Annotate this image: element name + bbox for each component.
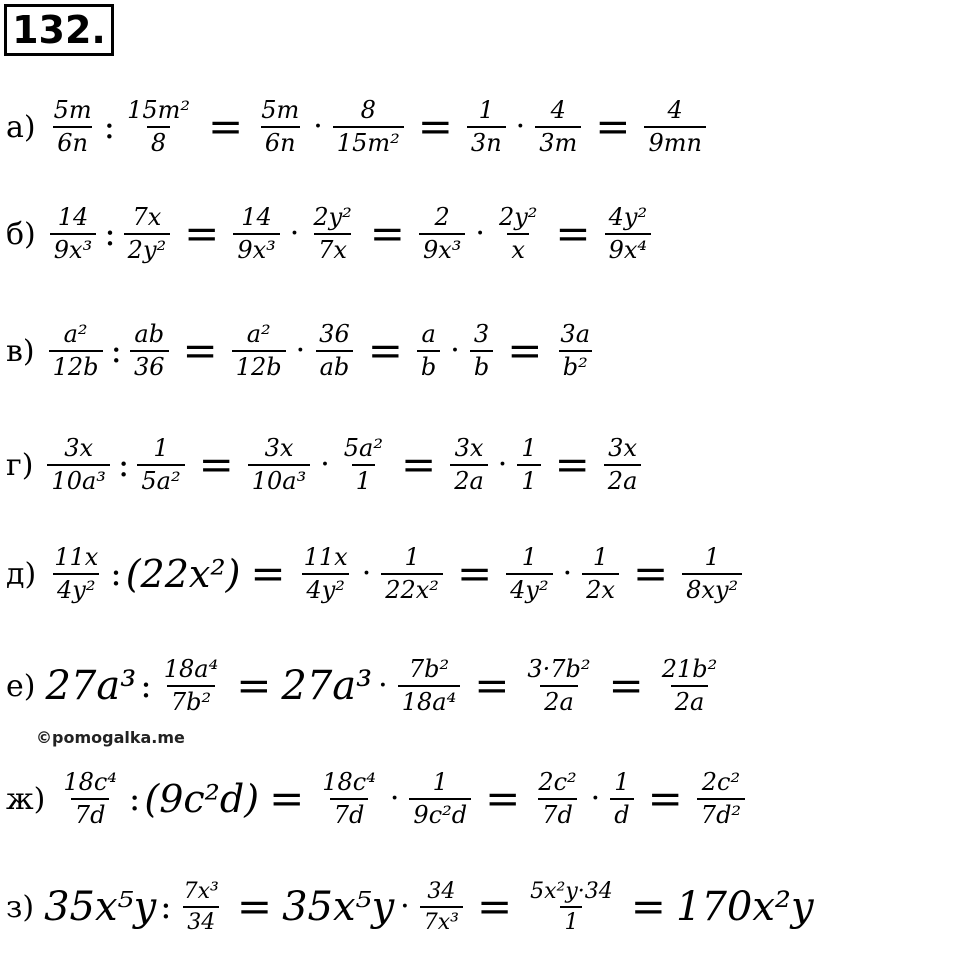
equals-sign: = bbox=[595, 102, 631, 152]
denominator: 7d bbox=[538, 798, 577, 828]
denominator: 1 bbox=[517, 464, 540, 494]
row-label: а) bbox=[6, 109, 36, 145]
multiply-sign: · bbox=[590, 781, 601, 817]
row-label: д) bbox=[6, 556, 37, 592]
equals-sign: = bbox=[554, 440, 590, 490]
expression: 35x⁵y bbox=[282, 884, 395, 931]
solution-row bbox=[6, 657, 727, 715]
numerator: 4 bbox=[550, 96, 566, 124]
numerator: 3x bbox=[454, 434, 484, 462]
numerator: ab bbox=[134, 320, 165, 348]
numerator: 14 bbox=[241, 203, 272, 231]
equals-sign: = bbox=[630, 882, 666, 932]
row-label: г) bbox=[6, 447, 34, 483]
numerator: 2 bbox=[434, 203, 450, 231]
equals-sign: = bbox=[507, 326, 543, 376]
divide-sign: : bbox=[110, 331, 122, 372]
fraction bbox=[604, 436, 642, 494]
multiply-sign: · bbox=[497, 447, 508, 483]
multiply-sign: · bbox=[515, 109, 526, 145]
solution-row bbox=[6, 770, 751, 828]
numerator: 1 bbox=[404, 543, 420, 571]
divide-sign: : bbox=[128, 779, 141, 820]
numerator: 3x bbox=[64, 434, 94, 462]
fraction bbox=[59, 770, 121, 828]
fraction bbox=[318, 770, 380, 828]
numerator: 11x bbox=[54, 543, 99, 571]
numerator: 3 bbox=[473, 320, 490, 348]
denominator: 3m bbox=[535, 126, 581, 156]
row-label: б) bbox=[6, 216, 36, 252]
numerator: 34 bbox=[427, 879, 456, 904]
denominator: 4y² bbox=[53, 573, 99, 603]
denominator: 8xy² bbox=[682, 573, 742, 603]
denominator: 7x bbox=[314, 233, 351, 263]
fraction bbox=[340, 436, 387, 494]
denominator: 9x³ bbox=[50, 233, 96, 263]
divide-sign: : bbox=[160, 887, 172, 928]
divide-sign: : bbox=[117, 445, 130, 486]
expression: 27a³ bbox=[45, 663, 137, 710]
fraction bbox=[381, 545, 443, 603]
fraction bbox=[467, 98, 506, 156]
equals-sign: = bbox=[485, 774, 521, 824]
multiply-sign: · bbox=[389, 781, 400, 817]
fraction bbox=[123, 98, 194, 156]
denominator: 2a bbox=[450, 464, 488, 494]
denominator: 10a³ bbox=[248, 464, 310, 494]
denominator: b bbox=[470, 350, 493, 380]
solution-row bbox=[6, 322, 600, 380]
expression: 27a³ bbox=[281, 663, 373, 710]
numerator: 2y² bbox=[498, 203, 538, 231]
fraction bbox=[658, 657, 722, 715]
divide-sign: : bbox=[140, 666, 152, 707]
fraction bbox=[644, 98, 705, 156]
equals-sign: = bbox=[236, 661, 272, 711]
denominator: 9x³ bbox=[419, 233, 465, 263]
equals-sign: = bbox=[476, 882, 513, 932]
equals-sign: = bbox=[208, 102, 244, 152]
numerator: 18c⁴ bbox=[63, 768, 117, 796]
solution-row bbox=[6, 436, 647, 494]
fraction bbox=[233, 205, 279, 263]
fraction bbox=[523, 657, 594, 715]
numerator: 7b² bbox=[408, 655, 450, 683]
denominator: 36 bbox=[130, 350, 169, 380]
problem-number: 132. bbox=[4, 4, 114, 56]
numerator: 3x bbox=[608, 434, 637, 462]
numerator: 5m bbox=[261, 96, 300, 124]
fraction bbox=[180, 880, 223, 934]
denominator: 2y² bbox=[124, 233, 170, 263]
fraction bbox=[582, 545, 619, 603]
multiply-sign: · bbox=[378, 668, 388, 704]
numerator: a² bbox=[246, 320, 271, 348]
denominator: 8 bbox=[147, 126, 170, 156]
numerator: 11x bbox=[303, 543, 348, 571]
fraction bbox=[534, 770, 580, 828]
fraction bbox=[420, 880, 463, 934]
equals-sign: = bbox=[250, 549, 286, 599]
numerator: 1 bbox=[153, 434, 169, 462]
denominator: 22x² bbox=[381, 573, 443, 603]
fraction bbox=[137, 436, 184, 494]
fraction bbox=[49, 322, 103, 380]
denominator: 7x³ bbox=[420, 906, 463, 934]
expression: (22x²) bbox=[125, 552, 241, 597]
denominator: 7d bbox=[71, 798, 110, 828]
numerator: 1 bbox=[478, 96, 494, 124]
denominator: 2a bbox=[540, 685, 578, 715]
numerator: 3·7b² bbox=[527, 655, 591, 683]
numerator: 18c⁴ bbox=[322, 768, 376, 796]
denominator: 10a³ bbox=[47, 464, 109, 494]
denominator: x bbox=[507, 233, 529, 263]
multiply-sign: · bbox=[450, 333, 460, 369]
multiply-sign: · bbox=[400, 889, 410, 925]
multiply-sign: · bbox=[562, 556, 573, 592]
numerator: 5m bbox=[53, 96, 92, 124]
fraction bbox=[50, 205, 96, 263]
fraction bbox=[309, 205, 355, 263]
denominator: 6n bbox=[261, 126, 300, 156]
numerator: a bbox=[421, 320, 436, 348]
fraction bbox=[47, 436, 109, 494]
fraction bbox=[50, 545, 102, 603]
equals-sign: = bbox=[417, 102, 453, 152]
numerator: 8 bbox=[360, 96, 376, 124]
denominator: 3n bbox=[467, 126, 506, 156]
numerator: 5x²y·34 bbox=[530, 879, 613, 904]
divide-sign: : bbox=[110, 554, 122, 595]
numerator: 4 bbox=[667, 96, 683, 124]
denominator: d bbox=[610, 798, 633, 828]
row-label: в) bbox=[6, 333, 35, 369]
fraction bbox=[610, 770, 633, 828]
numerator: 7x³ bbox=[183, 879, 219, 904]
denominator: 34 bbox=[183, 906, 219, 934]
expression: 35x⁵y bbox=[44, 884, 157, 931]
denominator: 12b bbox=[232, 350, 286, 380]
equals-sign: = bbox=[269, 774, 305, 824]
denominator: 2a bbox=[604, 464, 642, 494]
denominator: b bbox=[417, 350, 440, 380]
multiply-sign: · bbox=[295, 333, 306, 369]
multiply-sign: · bbox=[361, 556, 372, 592]
fraction bbox=[257, 98, 303, 156]
solution-row bbox=[6, 545, 748, 603]
numerator: 5a² bbox=[343, 434, 383, 462]
fraction bbox=[506, 545, 552, 603]
fraction bbox=[556, 322, 594, 380]
divide-sign: : bbox=[104, 214, 116, 255]
numerator: 2c² bbox=[538, 768, 577, 796]
fraction bbox=[398, 657, 460, 715]
denominator: 18a⁴ bbox=[398, 685, 460, 715]
denominator: 1 bbox=[352, 464, 375, 494]
denominator: 6n bbox=[53, 126, 92, 156]
equals-sign: = bbox=[555, 209, 591, 259]
fraction bbox=[526, 880, 617, 934]
fraction bbox=[232, 322, 286, 380]
multiply-sign: · bbox=[475, 216, 485, 252]
denominator: 9c²d bbox=[409, 798, 471, 828]
denominator: b² bbox=[559, 350, 592, 380]
denominator: 12b bbox=[49, 350, 103, 380]
equals-sign: = bbox=[400, 440, 437, 490]
fraction bbox=[50, 98, 96, 156]
fraction bbox=[450, 436, 488, 494]
denominator: 5a² bbox=[137, 464, 184, 494]
numerator: 18a⁴ bbox=[163, 655, 219, 683]
numerator: 1 bbox=[704, 543, 720, 571]
numerator: 1 bbox=[432, 768, 448, 796]
expression: 170x²y bbox=[676, 884, 814, 931]
numerator: 1 bbox=[521, 434, 537, 462]
equals-sign: = bbox=[647, 774, 683, 824]
denominator: 1 bbox=[560, 906, 582, 934]
denominator: 9mn bbox=[644, 126, 705, 156]
solution-row bbox=[6, 98, 712, 156]
equals-sign: = bbox=[367, 326, 403, 376]
equals-sign: = bbox=[236, 882, 273, 932]
numerator: 1 bbox=[521, 543, 537, 571]
numerator: 2c² bbox=[701, 768, 741, 796]
numerator: 2y² bbox=[313, 203, 352, 231]
numerator: 14 bbox=[57, 203, 89, 231]
multiply-sign: · bbox=[289, 216, 300, 252]
fraction bbox=[409, 770, 471, 828]
numerator: 1 bbox=[614, 768, 630, 796]
fraction bbox=[495, 205, 541, 263]
fraction bbox=[333, 98, 404, 156]
numerator: 3a bbox=[560, 320, 590, 348]
denominator: 9x⁴ bbox=[605, 233, 651, 263]
fraction bbox=[417, 322, 440, 380]
numerator: 4y² bbox=[608, 203, 648, 231]
equals-sign: = bbox=[474, 661, 510, 711]
denominator: ab bbox=[316, 350, 354, 380]
numerator: 21b² bbox=[661, 655, 718, 683]
fraction bbox=[605, 205, 651, 263]
numerator: 1 bbox=[592, 543, 609, 571]
fraction bbox=[697, 770, 745, 828]
equals-sign: = bbox=[456, 549, 493, 599]
row-label: е) bbox=[6, 668, 36, 704]
numerator: a² bbox=[63, 320, 88, 348]
solution-row bbox=[6, 205, 657, 263]
denominator: 15m² bbox=[333, 126, 404, 156]
fraction bbox=[535, 98, 581, 156]
numerator: 7x bbox=[132, 203, 162, 231]
numerator: 3x bbox=[264, 434, 294, 462]
equals-sign: = bbox=[198, 440, 234, 490]
multiply-sign: · bbox=[320, 447, 330, 483]
fraction bbox=[470, 322, 493, 380]
denominator: 4y² bbox=[302, 573, 348, 603]
numerator: 15m² bbox=[127, 96, 191, 124]
fraction bbox=[300, 545, 352, 603]
denominator: 7b² bbox=[167, 685, 215, 715]
denominator: 2x bbox=[582, 573, 619, 603]
expression: (9c²d) bbox=[144, 777, 260, 822]
watermark: ©pomogalka.me bbox=[36, 728, 185, 747]
denominator: 9x³ bbox=[233, 233, 279, 263]
equals-sign: = bbox=[182, 326, 218, 376]
row-label: ж) bbox=[6, 781, 46, 817]
fraction bbox=[130, 322, 169, 380]
denominator: 4y² bbox=[506, 573, 552, 603]
fraction bbox=[248, 436, 310, 494]
multiply-sign: · bbox=[313, 109, 323, 145]
row-label: з) bbox=[6, 889, 35, 925]
fraction bbox=[517, 436, 540, 494]
fraction bbox=[419, 205, 465, 263]
denominator: 2a bbox=[671, 685, 709, 715]
divide-sign: : bbox=[103, 107, 116, 148]
solution-row bbox=[6, 880, 816, 934]
denominator: 7d² bbox=[697, 798, 745, 828]
fraction bbox=[315, 322, 354, 380]
fraction bbox=[124, 205, 170, 263]
denominator: 7d bbox=[330, 798, 369, 828]
fraction bbox=[682, 545, 742, 603]
fraction bbox=[160, 657, 222, 715]
numerator: 36 bbox=[319, 320, 350, 348]
equals-sign: = bbox=[632, 549, 669, 599]
equals-sign: = bbox=[184, 209, 220, 259]
equals-sign: = bbox=[608, 661, 644, 711]
equals-sign: = bbox=[369, 209, 405, 259]
